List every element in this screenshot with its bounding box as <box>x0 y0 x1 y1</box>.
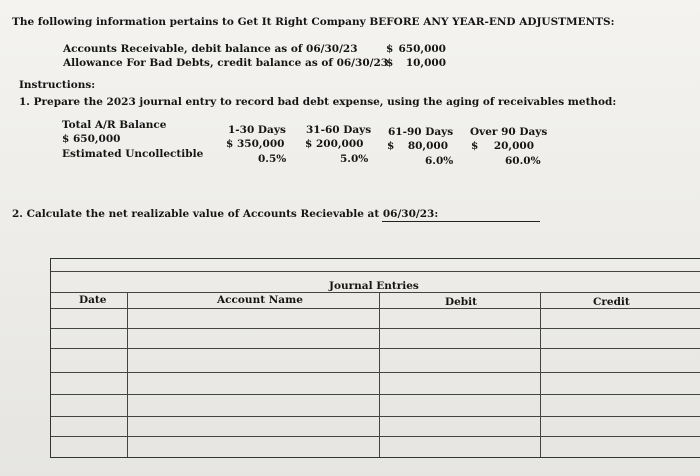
date-cell[interactable] <box>51 309 127 329</box>
table-rule <box>51 292 700 293</box>
bucket-4-period: Over 90 Days <box>470 126 548 138</box>
ar-balance-amount: 650,000 <box>398 43 446 55</box>
journal-entries-table <box>50 258 700 458</box>
table-rule <box>51 271 700 272</box>
question-2-text: 2. Calculate the net realizable value of Accounts Recievable at 06/30/23: <box>12 208 439 220</box>
bucket-1-amount: $ 350,000 <box>226 138 285 150</box>
row-rule <box>51 394 700 395</box>
row-rule <box>51 348 700 349</box>
bucket-2-period: 31-60 Days <box>306 124 372 136</box>
header-date: Date <box>79 294 107 306</box>
total-ar-value: $ 650,000 <box>62 133 121 145</box>
allowance-balance-currency: $ <box>386 57 394 69</box>
bucket-3-amount: 80,000 <box>407 140 448 152</box>
bucket-4-rate: 60.0% <box>505 155 541 167</box>
header-credit: Credit <box>593 296 630 308</box>
journal-entries-title: Journal Entries <box>329 280 419 292</box>
ar-balance-label: Accounts Receivable, debit balance as of 06/30/23 <box>63 43 358 55</box>
allowance-balance-label: Allowance For Bad Debts, credit balance as of 06/30/23 <box>63 57 389 69</box>
account-name-cell[interactable] <box>128 309 379 329</box>
intro-text: The following information pertains to Get It Right Company BEFORE ANY YEAR-END ADJUSTMENTS: <box>12 16 615 28</box>
bucket-3-currency: $ <box>387 140 395 152</box>
allowance-balance-amount: 10,000 <box>405 57 446 69</box>
instructions-heading: Instructions: <box>19 79 96 91</box>
total-ar-label: Total A/R Balance <box>62 119 167 131</box>
estimated-uncollectible-label: Estimated Uncollectible <box>62 148 204 160</box>
bucket-4-currency: $ <box>471 140 479 152</box>
bucket-2-rate: 5.0% <box>340 153 369 165</box>
credit-cell[interactable] <box>541 309 700 329</box>
bucket-1-rate: 0.5% <box>258 153 287 165</box>
debit-cell[interactable] <box>380 309 540 329</box>
header-account-name: Account Name <box>217 294 303 306</box>
question-1-text: 1. Prepare the 2023 journal entry to record bad debt expense, using the aging of receivables method: <box>19 96 617 108</box>
bucket-2-amount: $ 200,000 <box>305 138 364 150</box>
header-debit: Debit <box>445 296 477 308</box>
row-rule <box>51 416 700 417</box>
nrv-answer-line[interactable] <box>382 221 540 222</box>
ar-balance-currency: $ <box>386 43 394 55</box>
bucket-3-rate: 6.0% <box>425 155 454 167</box>
bucket-4-amount: 20,000 <box>493 140 534 152</box>
row-rule <box>51 372 700 373</box>
bucket-1-period: 1-30 Days <box>228 124 286 136</box>
bucket-3-period: 61-90 Days <box>388 126 454 138</box>
row-rule <box>51 436 700 437</box>
